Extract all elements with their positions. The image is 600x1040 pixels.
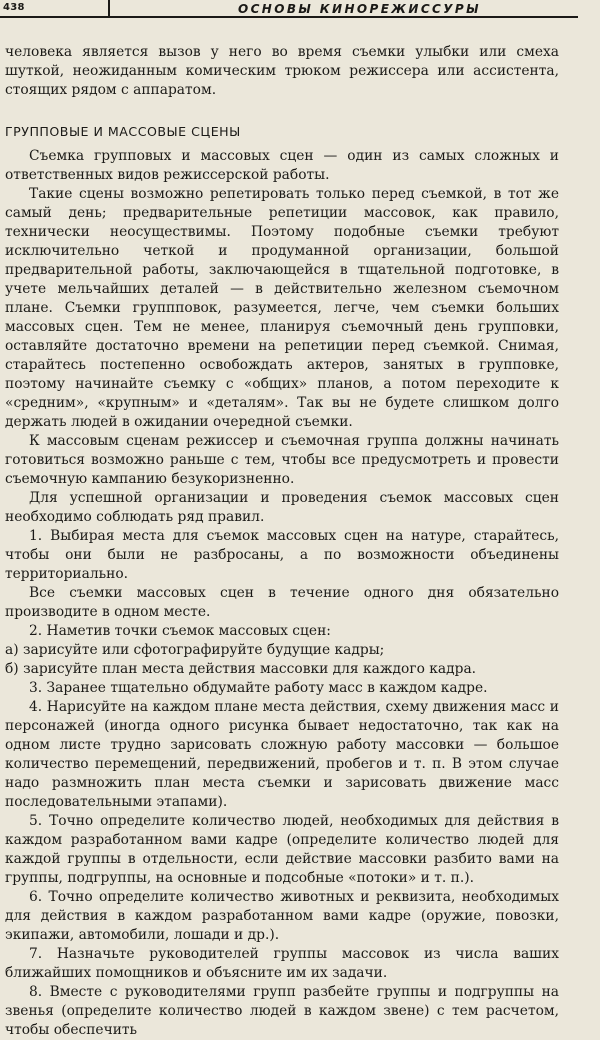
paragraph: Все съемки массовых сцен в течение одного дня обязательно производите в одном месте. [5, 585, 559, 620]
page-number: 438 [3, 2, 25, 13]
sub-item: б) зарисуйте план места действия массовки для каждого кадра. [5, 661, 477, 677]
continued-paragraph: человека является вызов у него во время съемки улыбки или смеха шуткой, неожиданным комическим трюком режиссера или ассистента, стоящих рядом с аппаратом. [5, 44, 559, 98]
rule-item: 3. Заранее тщательно обдумайте работу масс в каждом кадре. [29, 680, 488, 696]
rule-item: 7. Назначьте руководителей группы массовок из числа ваших ближайших помощников и объясните им их задачи. [5, 946, 559, 981]
page-body [5, 43, 559, 1040]
header-rule [0, 16, 578, 18]
paragraph: К массовым сценам режиссер и съемочная группа должны начинать готовиться возможно раньше с тем, чтобы все предусмотреть и провести съемочную кампанию безукоризненно. [5, 433, 559, 487]
running-title: ОСНОВЫ КИНОРЕЖИССУРЫ [238, 2, 481, 16]
paragraph: Съемка групповых и массовых сцен — один из самых сложных и ответственных видов режиссерской работы. [5, 148, 559, 183]
rule-item: 1. Выбирая места для съемок массовых сцен на натуре, старайтесь, чтобы они были не разбросаны, а по возможности объединены территориально. [5, 528, 559, 582]
paragraph: Для успешной организации и проведения съемок массовых сцен необходимо соблюдать ряд правил. [5, 490, 559, 525]
rule-item: 2. Наметив точки съемок массовых сцен: [29, 623, 331, 639]
rule-item: 6. Точно определите количество животных и реквизита, необходимых для действия в каждом разработанном вами кадре (оружие, повозки, экипажи, автомобили, лошади и др.). [5, 889, 559, 943]
page-header [0, 0, 600, 22]
rule-item: 8. Вместе с руководителями групп разбейте группы и подгруппы на звенья (определите количество людей в каждом звене) с тем расчетом, чтобы обеспечить [5, 984, 559, 1038]
section-heading: ГРУППОВЫЕ И МАССОВЫЕ СЦЕНЫ [5, 124, 241, 139]
rule-item: 4. Нарисуйте на каждом плане места действия, схему движения масс и персонажей (иногда одного рисунка бывает недостаточно, так как на одном листе трудно зарисовать сложную работу массовки — большое количество перемещений, передвижений, пробегов и т. п. В этом случае надо размножить план места съемки и зарисовать движение масс последовательными этапами). [5, 699, 559, 810]
sub-item: а) зарисуйте или сфотографируйте будущие кадры; [5, 642, 385, 658]
rule-item: 5. Точно определите количество людей, необходимых для действия в каждом разработанном вами кадре (определите количество людей для каждой группы в отдельности, если действие массовки разбито вами на группы, подгруппы, на основные и подсобные «потоки» и т. п.). [5, 813, 559, 886]
paragraph: Такие сцены возможно репетировать только перед съемкой, в тот же самый день; предварительные репетиции массовок, как правило, технически неосуществимы. Поэтому подобные съемки требуют исключительно четкой и продуманной организации, большой предварительной работы, заключающейся в тщательной подготовке, в учете мельчайших деталей — в действительно железном съемочном плане. Съемки группповок, разумеется, легче, чем съемки больших массовых сцен. Тем не менее, планируя съемочный день групповки, оставляйте достаточно времени на репетиции перед съемкой. Снимая, старайтесь постепенно освобождать актеров, занятых в групповке, поэтому начинайте съемку с «общих» планов, а потом переходите к «средним», «крупным» и «деталям». Так вы не будете слишком долго держать людей в ожидании очередной съемки. [5, 186, 559, 430]
